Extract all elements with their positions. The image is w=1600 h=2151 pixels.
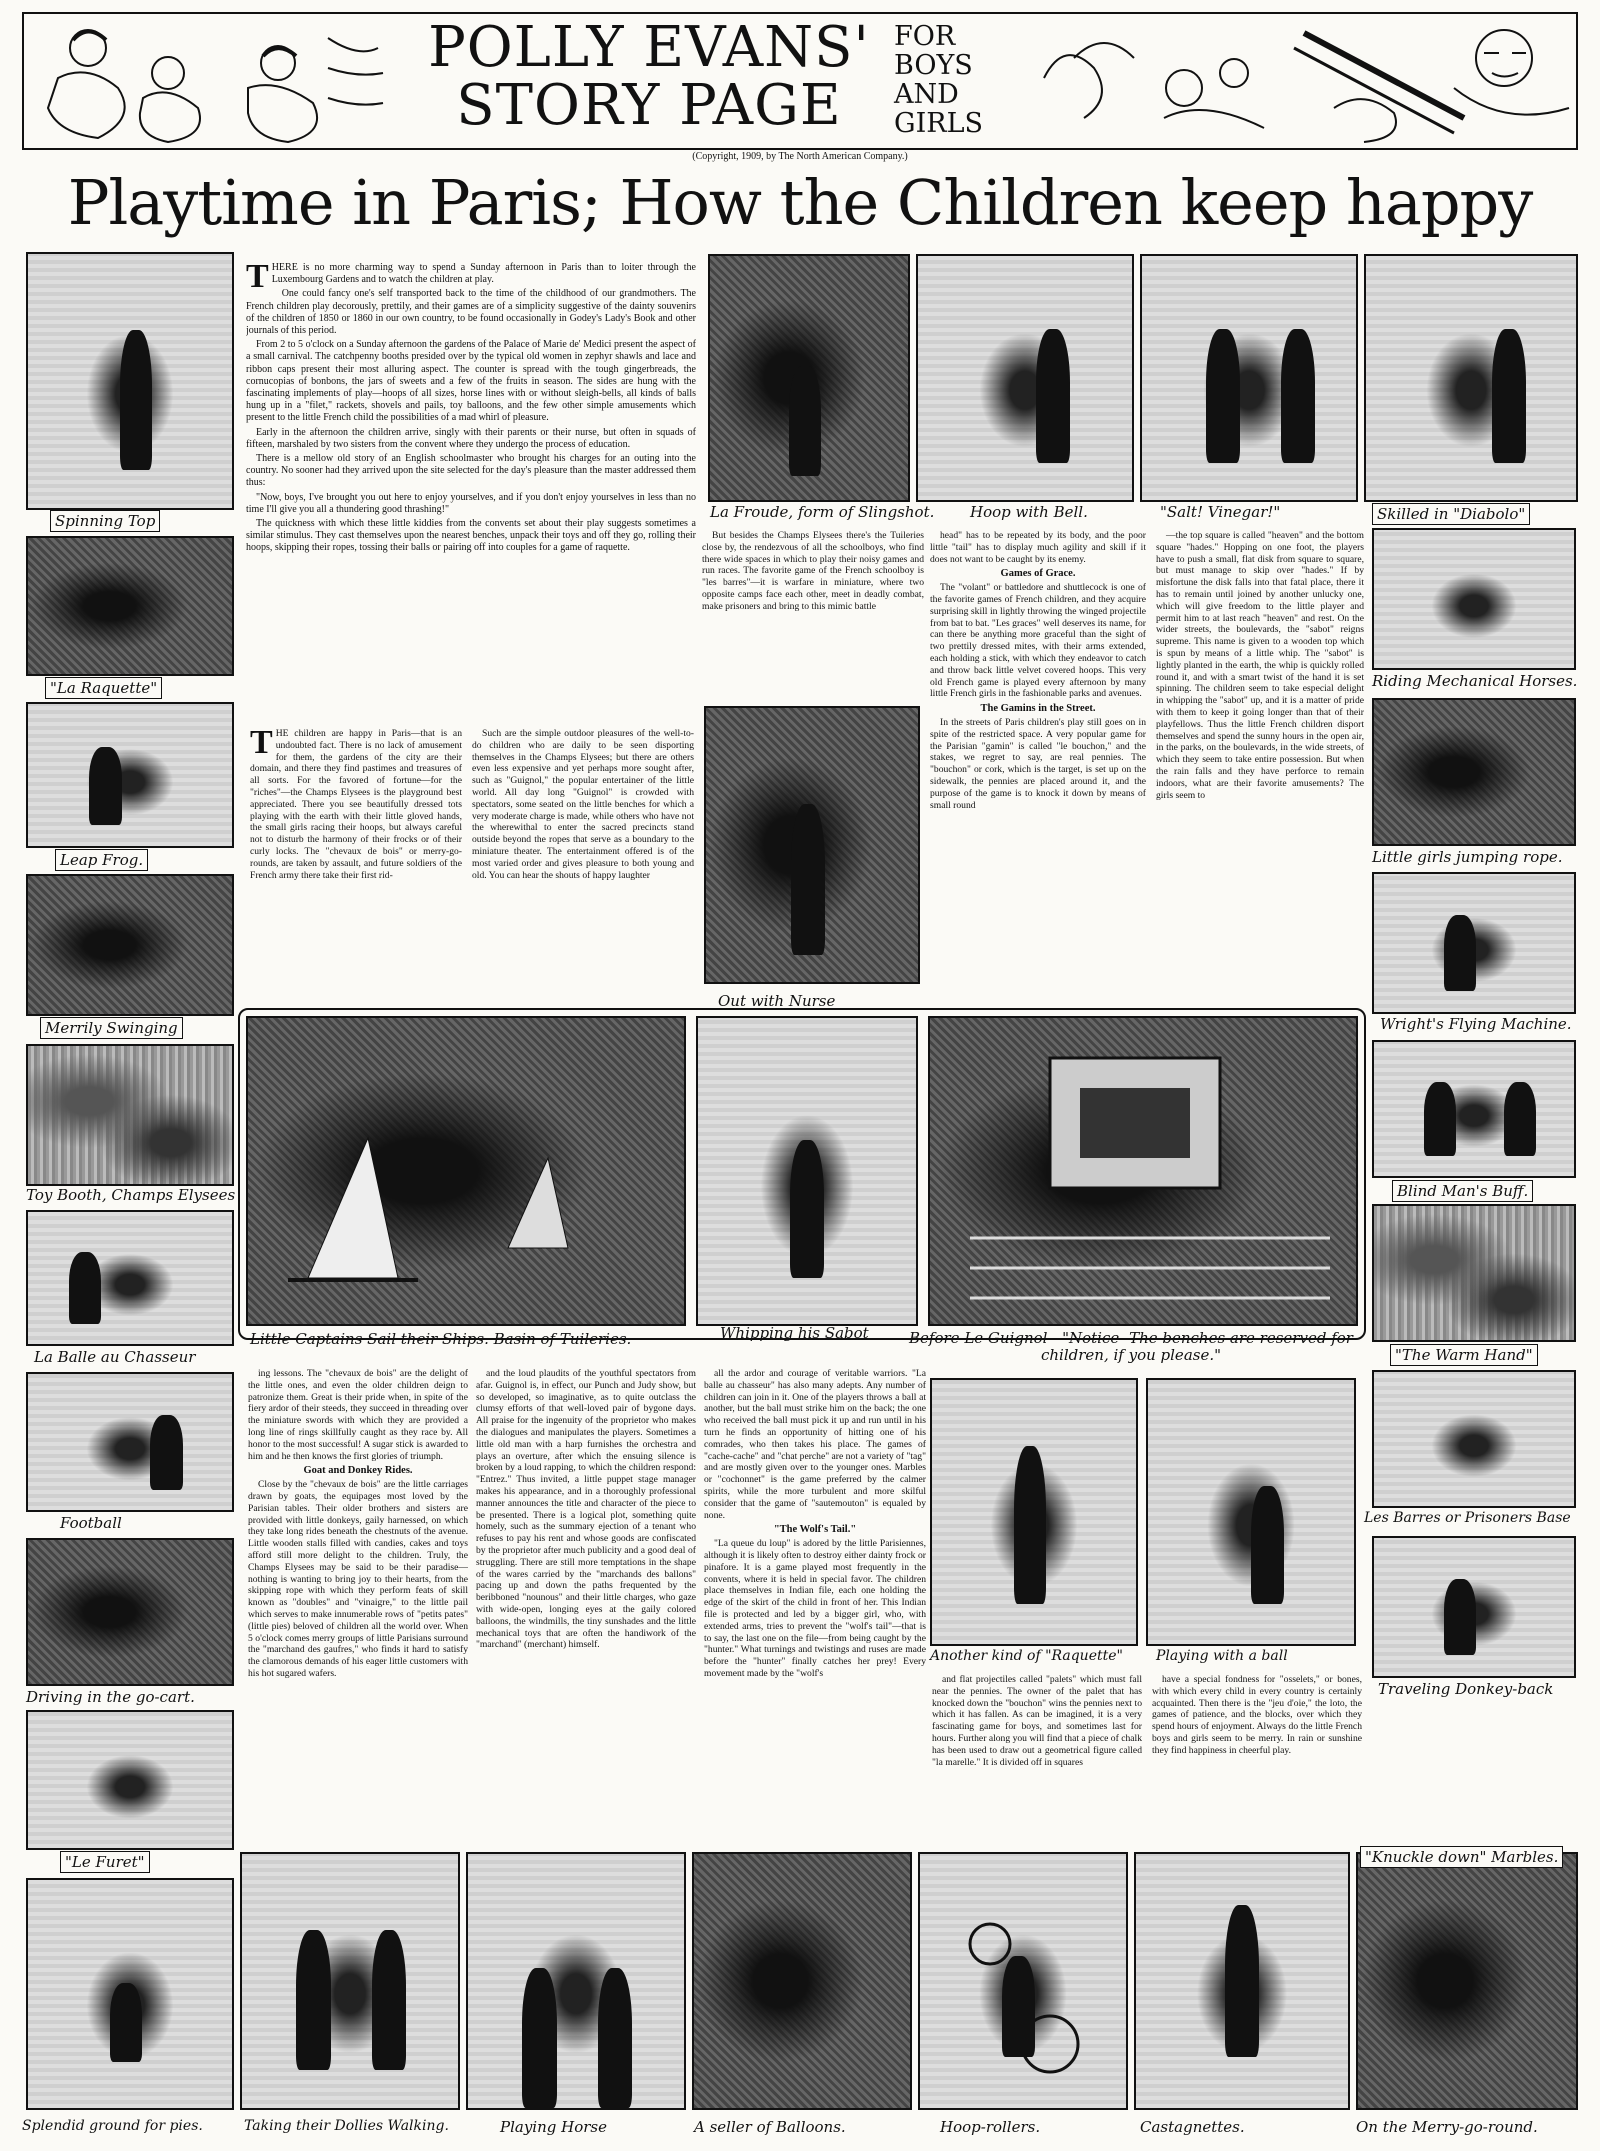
caption-flying-machine: Wright's Flying Machine. bbox=[1380, 1015, 1572, 1033]
guignol-stage-drawing bbox=[930, 1018, 1358, 1326]
sailboat-drawing bbox=[248, 1018, 686, 1326]
photo-warm-hand bbox=[1372, 1204, 1576, 1342]
photo-balle-au-chasseur bbox=[26, 1210, 234, 1346]
col10-text: have a special fondness for "osselets," or bones, with which every child in every country is certainly acquainted. Then there is the "jeu d'oie," the loto, the games of patience, and the blocks, over which they spend hours of enjoyment. Always do the little French boys and girls seem to be merry. In rain or sunshine they find happiness in cheerful play. bbox=[1152, 1674, 1362, 1756]
caption-playing-ball: Playing with a ball bbox=[1156, 1648, 1288, 1664]
caption-bottom-castagnettes: Castagnettes. bbox=[1140, 2118, 1245, 2136]
masthead-title-line1: POLLY EVANS' bbox=[428, 15, 870, 80]
intro-paragraph-5: There is a mellow old story of an English schoolmaster who brought his charges for an outing into the country. No sooner had they arrived upon the site selected for the day's pleasure than the master addressed them thus: bbox=[246, 453, 696, 489]
caption-la-froude: La Froude, form of Slingshot. bbox=[710, 503, 935, 521]
col4-paragraph-2: The "volant" or battledore and shuttlecock is one of the favorite games of French children, and they acquire surprising skill in lightly throwing the winged projectile from bat to bat. "Les graces" well deserves its name, for can there be anything more graceful than the sight of two prettily dressed mites, with their arms extended, each holding a stick, with which they endeavor to catch and throw back little velvet covered hoops. This very old French game is played every afternoon by many little French girls in the fashionable parks and avenues. bbox=[930, 582, 1146, 700]
caption-bottom-dollies: Taking their Dollies Walking. bbox=[244, 2118, 449, 2134]
caption-raquette-2: Another kind of "Raquette" bbox=[930, 1648, 1123, 1664]
photo-bottom-balloons bbox=[692, 1852, 912, 2110]
dropcap-t: T bbox=[246, 262, 269, 295]
caption-salt-vinegar: "Salt! Vinegar!" bbox=[1160, 503, 1281, 521]
caption-out-with-nurse: Out with Nurse bbox=[718, 992, 836, 1010]
caption-merrily-swinging: Merrily Swinging bbox=[40, 1017, 183, 1039]
col6-paragraph-2: Close by the "chevaux de bois" are the little carriages drawn by goats, the equipages most loved by the Parisian tables. Their older brothers and sisters are provided with little donkeys, gaily harnessed, on which they take long rides beneath the chestnuts of the avenue. Little wooden stalls filled with candies, cakes and toys afford still more delight to the children. Truly, the Champs Elysees may be said to be their paradise—nothing is wanting to bring joy to their hearts, from the skipping rope with which they perform feats of skill known as "doubles" and "vinaigre," to the little pail which serves to make innumerable rows of "petits pates" (little pies) beloved of children all the world over. When 5 o'clock comes merry groups of little Parisians surround the "marchand des gaufres," who finds it hard to satisfy the clamorous demands of his eager little customers with his hot sugared wafers. bbox=[248, 1479, 468, 1679]
photo-bottom-playing-horse bbox=[466, 1852, 686, 2110]
photo-donkey-back bbox=[1372, 1536, 1576, 1678]
photo-toy-booth bbox=[26, 1044, 234, 1186]
photo-merrily-swinging bbox=[26, 874, 234, 1016]
masthead-title-line2: STORY PAGE bbox=[456, 73, 842, 138]
photo-la-froude bbox=[708, 254, 910, 502]
photo-whipping-sabot bbox=[696, 1016, 918, 1326]
article-col-3 bbox=[702, 530, 924, 692]
col4-paragraph-1: head" has to be repeated by its body, and the poor little "tail" has to display much agility and skill if it does not want to be caught by its enemy. bbox=[930, 530, 1146, 565]
article-intro bbox=[246, 262, 696, 714]
article-col-1 bbox=[250, 728, 462, 996]
col8-paragraph-1: all the ardor and courage of veritable warriors. "La balle au chasseur" has also many adepts. Any number of children can join in it. One of the players throws a ball at another, but the ball must strike him on the back; the one who received the ball must pick it up and run until in his turn he finds an opportunity of hitting one of his comrades, who then takes his place. The games of "cache-cache" and "chat perche" are not a variety of "tag" and are mostly given over to the younger ones. Marbles or "cochonnet" is the game preferred by the calmer spirits, while the more turbulent and more skilful consider that the game of "sautemouton" is equaled by none. bbox=[704, 1368, 926, 1521]
article-col-9 bbox=[932, 1674, 1142, 1836]
photo-spinning-top bbox=[26, 252, 234, 510]
photo-bottom-hoop-rollers bbox=[918, 1852, 1128, 2110]
col4-heading-2: The Gamins in the Street. bbox=[980, 703, 1096, 715]
article-col-5 bbox=[1156, 530, 1364, 996]
col7-text: and the loud plaudits of the youthful spectators from afar. Guignol is, in effect, our Punch and Judy show, but so developed, so imaginative, as to quite outclass the clumsy efforts of that well-loved pair of bygone days. All praise for the ingenuity of the proprietor who makes the dialogues and manipulates the players. Sometimes a little old man with a harp furnishes the orchestra and plays an overture, after which the ensuing silence is broken by a loud rapping, to which the children respond: "Entrez." Thus invited, a little puppet stage manager makes his appearance, and in a thoroughly professional manner announces the title and character of the piece to be presented. There is a logical plot, something quite homely, such as the summary ejection of a tenant who refuses to pay his rent and whose goods are confiscated by the proprietor after much publicity and a good deal of struggling. There are still more temptations in the shape of the wares carried by the "marchands des ballons" pacing up and down the paths frequented by the beribboned "nounous" and their little charges, who gaze with wide-open, longing eyes at the gaily colored balloons, the windmills, the tiny sunshades and the little mechanical toys that are often the handiwork of the "marchand" (merchant) himself. bbox=[476, 1368, 696, 1651]
caption-bottom-merry-go-round: On the Merry-go-round. bbox=[1356, 2118, 1538, 2136]
photo-bottom-merry-go-round bbox=[1356, 1852, 1578, 2110]
photo-go-cart bbox=[26, 1538, 234, 1686]
article-col-4 bbox=[930, 530, 1146, 996]
photo-football bbox=[26, 1372, 234, 1512]
photo-guignol bbox=[928, 1016, 1358, 1326]
caption-spinning-top: Spinning Top bbox=[50, 510, 160, 532]
photo-bottom-pies bbox=[26, 1878, 234, 2110]
photo-out-with-nurse bbox=[704, 706, 920, 984]
photo-hoop-with-bell bbox=[916, 254, 1134, 502]
col5-text: —the top square is called "heaven" and the bottom square "hades." Hopping on one foot, the players have to push a small, flat disk from square to square, but must manage to skip over "hades." If by misfortune the disk falls into that fatal place, there it has to remain until joined by another unlucky one, which will give freedom to the little player and permit him to at last reach "heaven" and rest. On the wider streets, the boulevards, the "sabot" reigns supreme. This name is given to a wooden top which is spun by means of a little whip. The "sabot" is lightly planted in the earth, the whip is quickly rolled round it, and with a smart twist of the hand it is set spinning. The children seem to take especial delight in whipping the "sabot" up, and it is a matter of pride with them to keep it going longer than that of their playfellows. Thus the little French children disport themselves and spend the sunny hours in the open air, in the parks, on the boulevards, in the wide streets, of which they seem to take entire possession. But when the rain falls and they have perforce to remain indoors, what are their favorite amusements? The girls seem to bbox=[1156, 530, 1364, 801]
photo-raquette-2 bbox=[930, 1378, 1138, 1646]
caption-football: Football bbox=[60, 1514, 122, 1532]
caption-guignol: Before Le Guignol - "Notice- The benches are reserved for children, if you please." bbox=[909, 1329, 1353, 1364]
photo-jumping-rope bbox=[1372, 698, 1576, 846]
photo-playing-ball bbox=[1146, 1378, 1356, 1646]
intro-paragraph-2: One could fancy one's self transported back to the time of the childhood of our grandmothers. The French children play decorously, prettily, and their games are of a simplicity suggestive of the dainty souvenirs of the children of 1850 or 1860 in our own country, to be found occasionally in Godey's Lady's Book and other journals of this period. bbox=[246, 288, 696, 337]
photo-leap-frog bbox=[26, 702, 234, 848]
caption-le-furet: "Le Furet" bbox=[60, 1851, 150, 1873]
photo-blind-mans-buff bbox=[1372, 1040, 1576, 1178]
col4-heading-1: Games of Grace. bbox=[1000, 568, 1076, 580]
photo-le-furet bbox=[26, 1710, 234, 1850]
masthead-illustration-right bbox=[1034, 18, 1574, 146]
col1-text: HE children are happy in Paris—that is an undoubted fact. There is no lack of amusement for them, the gardens of the city are their domain, and there they find pastimes and treasures of all sorts. For the favored of fortune—for the "riches"—the Champs Elysees is the playground best appreciated. There you see beautifully dressed tots playing with the earth with their little gloved hands, the small girls racing their hoops, but always careful not to disturb the harmony of their frocks or of their curly locks. The "chevaux de bois" or merry-go-rounds, are taken by assault, and future soldiers of the French army there take their first rid- bbox=[250, 728, 462, 881]
caption-go-cart: Driving in the go-cart. bbox=[26, 1688, 195, 1706]
intro-paragraph-4: Early in the afternoon the children arrive, singly with their parents or their nurse, but often in squads of fifteen, marshaled by two sisters from the convent where they undergo the process of education. bbox=[246, 426, 696, 450]
photo-diabolo bbox=[1364, 254, 1578, 502]
masthead-illustration-left bbox=[28, 18, 388, 146]
caption-little-captains: Little Captains Sail their Ships. Basin of Tuileries. bbox=[250, 1330, 632, 1348]
caption-prisoners-base: Les Barres or Prisoners Base bbox=[1364, 1510, 1571, 1526]
photo-la-raquette bbox=[26, 536, 234, 676]
masthead-for: FOR bbox=[894, 21, 956, 52]
intro-paragraph-7: The quickness with which these little kiddies from the convents set about their play suggests sometimes a similar stimulus. They cast themselves upon the nearest benches, unpack their toys and off they go, rolling their hoops, skipping their ropes, tossing their balls or pairing off into couples for a game of raquette. bbox=[246, 518, 696, 554]
intro-paragraph-6: "Now, boys, I've brought you out here to enjoy yourselves, and if you don't enjoy yourselves in less than no time I'll give you all a thundering good thrashing!" bbox=[246, 491, 696, 515]
caption-toy-booth: Toy Booth, Champs Elysees bbox=[26, 1186, 236, 1204]
caption-donkey-back: Traveling Donkey-back bbox=[1378, 1680, 1554, 1698]
col9-text: and flat projectiles called "palets" which must fall near the pennies. The owner of the palet that has knocked down the "bouchon" wins the pennies next to which it has fallen. As can be imagined, it is a very fascinating game for boys, and sometimes last for hours. Further along you will find that a piece of chalk has been used to draw out a geometrical figure called "la marelle." It is divided off in squares bbox=[932, 1674, 1142, 1768]
caption-bottom-balloons: A seller of Balloons. bbox=[694, 2118, 846, 2136]
caption-diabolo: Skilled in "Diabolo" bbox=[1372, 503, 1530, 525]
caption-leap-frog: Leap Frog. bbox=[55, 849, 148, 871]
col8-heading: "The Wolf's Tail." bbox=[773, 1524, 857, 1536]
caption-mechanical-horses: Riding Mechanical Horses. bbox=[1372, 672, 1578, 690]
photo-little-captains bbox=[246, 1016, 686, 1326]
caption-knuckle-down-marbles: "Knuckle down" Marbles. bbox=[1360, 1846, 1563, 1868]
photo-bottom-dollies bbox=[240, 1852, 460, 2110]
col3-text: But besides the Champs Elysees there's the Tuileries close by, the rendezvous of all the schoolboys, who find there wide spaces in which to play their noisy games and run races. The favorite game of the French schoolboy is "les barres"—it is warfare in miniature, where two opposite camps face each other, meet in deadly combat, make prisoners and bring to this mimic battle bbox=[702, 530, 924, 612]
article-col-8 bbox=[704, 1368, 926, 1832]
photo-flying-machine bbox=[1372, 872, 1576, 1014]
col2-text: Such are the simple outdoor pleasures of the well-to-do children who are daily to be seen disporting themselves in the Champs Elysees; but there are others even less expensive and yet perhaps more sought after, such as "Guignol," the popular entertainer of the little world. All day long "Guignol" is crowded with spectators, some seated on the little benches for which a very moderate charge is made, while others who have not the wherewithal to enter the sacred precincts stand outside beyond the ropes that serve as a boundary to the miniature theater. The entertainment offered is of the most varied order and gives pleasure to both young and old. You can hear the shouts of happy laughter bbox=[472, 728, 694, 881]
photo-salt-vinegar bbox=[1140, 254, 1358, 502]
photo-mechanical-horses bbox=[1372, 528, 1576, 670]
caption-hoop-with-bell: Hoop with Bell. bbox=[970, 503, 1088, 521]
article-col-7 bbox=[476, 1368, 696, 1832]
caption-la-raquette: "La Raquette" bbox=[45, 677, 162, 699]
masthead-and: AND bbox=[894, 79, 959, 110]
col4-paragraph-3: In the streets of Paris children's play still goes on in spite of the restricted space. A very popular game for the Parisian "gamin" is called "le bouchon," and the stakes, we regret to say, are real pennies. The "bouchon" or cork, which is the target, is set up on the sidewalk, the pennies are placed around it, and the purpose of the game is to knock it down by means of small round bbox=[930, 716, 1146, 811]
masthead-girls: GIRLS bbox=[894, 108, 983, 139]
intro-paragraph-3: From 2 to 5 o'clock on a Sunday afternoon the gardens of the Palace of Marie de' Medici present the aspect of a small carnival. The catchpenny booths presided over by the typical old women in zephyr shawls and lace and ribbon caps present their most alluring aspect. The counter is spread with the tough gingerbreads, the cornucopias of bonbons, the jars of sweets and a few of the fruits in season. The sides are hung with the fascinating implements of play—hoops of all sizes, horse lines with or without sleigh-bells, all kinds of balls hung up in a "filet," rackets, shovels and pails, toy balloons, and the few other simple amusements which present to the little French child the possibilities of a mad whirl of pleasure. bbox=[246, 339, 696, 424]
caption-bottom-playing-horse: Playing Horse bbox=[500, 2118, 607, 2136]
masthead-boys: BOYS bbox=[894, 50, 973, 81]
caption-warm-hand: "The Warm Hand" bbox=[1390, 1344, 1538, 1366]
col6-heading: Goat and Donkey Rides. bbox=[303, 1465, 413, 1477]
caption-jumping-rope: Little girls jumping rope. bbox=[1372, 848, 1563, 866]
article-col-2 bbox=[472, 728, 694, 996]
intro-paragraph-1: HERE is no more charming way to spend a Sunday afternoon in Paris than to loiter through the Luxembourg Gardens and to watch the children at play. bbox=[271, 262, 696, 286]
masthead bbox=[22, 12, 1578, 150]
caption-balle-au-chasseur: La Balle au Chasseur bbox=[34, 1348, 196, 1366]
photo-prisoners-base bbox=[1372, 1370, 1576, 1508]
headline: Playtime in Paris; How the Children keep happy bbox=[67, 166, 1533, 239]
photo-bottom-castagnettes bbox=[1134, 1852, 1350, 2110]
col8-paragraph-2: "La queue du loup" is adored by the little Parisiennes, although it is likely often to destroy either dainty frock or pinafore. It is a game played most frequently in the convents, where it is held in special favor. The children place themselves in Indian file, each one holding the edge of the skirt of the child in front of her. This Indian file is protected and led by a bigger girl, who, with extended arms, tries to prevent the "wolf's tail"—that is to say, the last one on the file—from being caught by the "hunter." What turnings and twistings and ruses are made before the "hunter" finally catches her prey! Every movement made by the "wolf's bbox=[704, 1538, 926, 1679]
caption-bottom-pies: Splendid ground for pies. bbox=[22, 2118, 203, 2134]
copyright-line: (Copyright, 1909, by The North American Company.) bbox=[692, 151, 908, 162]
article-col-10 bbox=[1152, 1674, 1362, 1836]
caption-whipping-sabot: Whipping his Sabot bbox=[720, 1324, 869, 1342]
masthead-for-block bbox=[894, 22, 1004, 138]
col6-paragraph-1: ing lessons. The "chevaux de bois" are the delight of the little ones, and even the older children deign to patronize them. Great is their pride when, in spite of the fiery ardor of their steeds, they succeed in threading over the miniature swords with which they are provided a long line of rings skillfully caught as they race by. All honor to the most successful! A sugar stick is awarded to him and he then knows the first glories of triumph. bbox=[248, 1368, 468, 1462]
caption-bottom-hoop-rollers: Hoop-rollers. bbox=[940, 2118, 1041, 2136]
article-col-6 bbox=[248, 1368, 468, 1832]
caption-blind-mans-buff: Blind Man's Buff. bbox=[1392, 1180, 1533, 1202]
dropcap-t2: T bbox=[250, 728, 273, 761]
